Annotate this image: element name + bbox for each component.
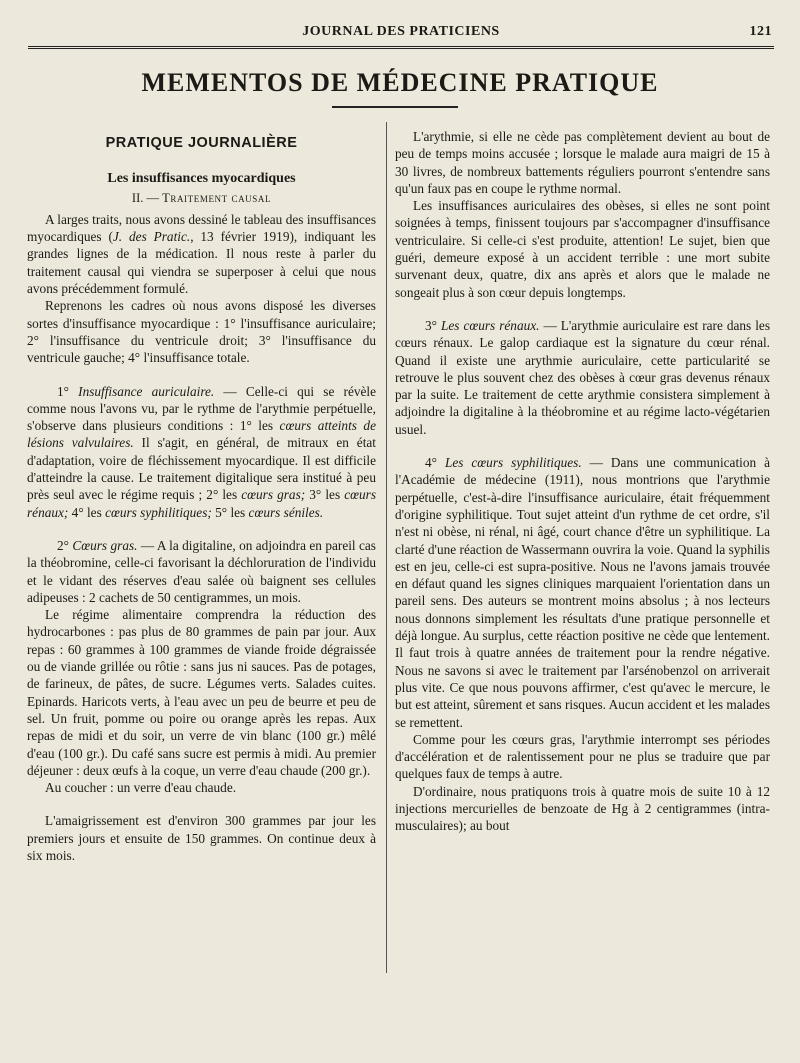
- header-rule: [28, 46, 774, 49]
- paragraph-comparison: Comme pour les cœurs gras, l'arythmie interrompt ses périodes d'accélération et de ralentissement pour ne plus se traduire que par quelques faux de temps à autre.: [395, 731, 770, 782]
- left-column: [27, 128, 376, 864]
- paragraph-syphilitic-hearts: 4° Les cœurs syphilitiques. — Dans une communication à l'Académie de médecine (1911), nous montrions que l'arythmie perpétuelle, c'est-à-dire l'insuffisance auriculaire, était fréquemment d'origine syphilitique. Tout sujet atteint d'un rythme de cet ordre, s'il n'est ni obèse, ni rénal, ni âgé, court chance d'être un syphilitique. La clarté d'une réaction de Wassermann ouvrira la voie. Quand la syphilis est en jeu, celle-ci est supra-positive. Nous ne l'avons jamais trouvée en défaut quand les signes cliniques marquaient l'orientation dans un pareil sens. Des auteurs se montrent moins absolus ; à nos lecteurs nous donnons simplement les résultats d'une pratique personnelle et déjà longue. Au surplus, cette réaction positive ne cède que lentement. Il faut trois à quatre années de traitement pour la rendre négative. Nous ne savons si avec le traitement par l'arsénobenzol on arriverait plus vite. Ce que nous pouvons affirmer, c'est qu'avec le mercure, le but est atteint, sûrement et sans risques. Aucun accident et les malades se remettent.: [395, 455, 771, 730]
- paragraph-obese: Les insuffisances auriculaires des obèses, si elles ne sont point soignées à temps, finissent toujours par s'accompagner d'insuffisance ventriculaire. Si celle-ci s'est produite, attention! Le sujet, bien que guéri, demeure exposé à un accident terrible : une mort subite survenant deux, quatre, dix ans après et alors que le malade ne songeait plus à son cœur depuis longtemps.: [395, 198, 770, 300]
- title-rule: [332, 106, 458, 108]
- subtitle-text: Traitement causal: [162, 190, 272, 205]
- subtitle-numeral: II. —: [131, 190, 159, 205]
- page-title: MEMENTOS DE MÉDECINE PRATIQUE: [141, 68, 659, 97]
- article-subtitle: [27, 190, 376, 207]
- right-column: [395, 128, 770, 835]
- lead-fat-hearts: Cœurs gras.: [72, 537, 138, 553]
- lead-renal-hearts: Les cœurs rénaux.: [440, 317, 540, 333]
- column-divider: [386, 122, 387, 973]
- page-number: 121: [749, 24, 772, 39]
- lead-syphilitic-hearts: Les cœurs syphilitiques.: [444, 455, 582, 471]
- paragraph-bedtime: Au coucher : un verre d'eau chaude.: [45, 780, 237, 796]
- paragraph-intro: A larges traits, nous avons dessiné le tableau des insuffisances myocardiques (J. des Pratic., 13 février 1919), indiquant les grandes lignes de la médication. Il nous reste à parler du traitement causal qui viendra se superposer à celui que nous avons précédemment formulé.: [27, 211, 376, 297]
- lead-auricular: Insuffisance auriculaire.: [78, 383, 215, 399]
- paragraph-auricular: 1° Insuffisance auriculaire. — Celle-ci qui se révèle comme nous l'avons vu, par le rythme de l'arythmie perpétuelle, s'observe dans plusieurs conditions : 1° les cœurs atteints de lésions valvulaires. Il s'agit, en général, de mitraux en état d'adaptation, voire de fléchissement myocardique. Il est difficile d'atteindre la cause. Le traitement digitalique sera institué à peu près seul avec le régime requis ; 2° les cœurs gras; 3° les cœurs rénaux; 4° les cœurs syphilitiques; 5° les cœurs séniles.: [27, 383, 376, 520]
- paragraph-fat-hearts: 2° Cœurs gras. — A la digitaline, on adjoindra en pareil cas la théobromine, celle-ci favorisant la déchloruration de l'individu et le vidant des réserves d'eau salée où baignent ses cellules adipeuses : 2 cachets de 50 centigrammes, un mois.: [27, 537, 376, 605]
- paragraph-weight-loss: L'amaigrissement est d'environ 300 grammes par jour les premiers jours et ensuite de 150 grammes. On continue deux à six mois.: [27, 813, 376, 863]
- running-header: [30, 22, 772, 44]
- paragraph-diet: Le régime alimentaire comprendra la réduction des hydrocarbones : pas plus de 80 grammes de pain par jour. Aux repas : 60 grammes à 100 grammes de viande froide dégraissée ou de viande grillée ou rôtie : sans jus ni sauces. Pas de potages, de farineux, de pâtes, de sucre. Légumes verts. Salades cuites. Epinards. Haricots verts, à l'eau avec un peu de beurre et peu de sel. Un fruit, pomme ou poire ou orange après les repas. Aux repas de midi et du soir, un verre de vin blanc (100 gr.) mêlé d'eau (100 gr.). Du café sans sucre est permis à midi. Au premier déjeuner : deux œufs à la coque, un verre d'eau chaude (200 gr.).: [27, 607, 376, 778]
- paragraph-arythmia: L'arythmie, si elle ne cède pas complètement devient au bout de peu de temps moins accusée ; lorsque le malade aura maigri de 15 à 30 livres, de nombreux battements réguliers pourront s'entendre sans qu'un faux pas en coupe le rythme normal.: [395, 129, 770, 196]
- paragraph-renal-hearts: 3° Les cœurs rénaux. — L'arythmie auriculaire est rare dans les cœurs rénaux. Le galop cardiaque est la signature du cœur rénal. Quand il existe une arythmie auriculaire, cette particularité se retrouve le plus souvent chez des obèses à cœur gras devenus rénaux par la suite. Le traitement de cette arythmie consistera simplement à adjoindre la digitaline à la théobromine et au régime lacto-végétarien usuel.: [395, 317, 771, 437]
- section-title: PRATIQUE JOURNALIÈRE: [105, 135, 298, 151]
- paragraph-ordinary-treatment: D'ordinaire, nous pratiquons trois à quatre mois de suite 10 à 12 injections mercurielles de benzoate de Hg à 2 centigrammes (intra-musculaires); au bout: [395, 783, 770, 834]
- journal-name: JOURNAL DES PRATICIENS: [302, 24, 500, 39]
- article-title: Les insuffisances myocardiques: [107, 171, 296, 187]
- paragraph-categories: Reprenons les cadres où nous avons disposé les diverses sortes d'insuffisance myocardique : 1° l'insuffisance auriculaire; 2° l'insuffisance du ventricule droit; 3° l'insuffisance du ventricule gauche; 4° l'insuffisance totale.: [27, 298, 376, 366]
- journal-reference: J. des Pratic.: [112, 229, 191, 245]
